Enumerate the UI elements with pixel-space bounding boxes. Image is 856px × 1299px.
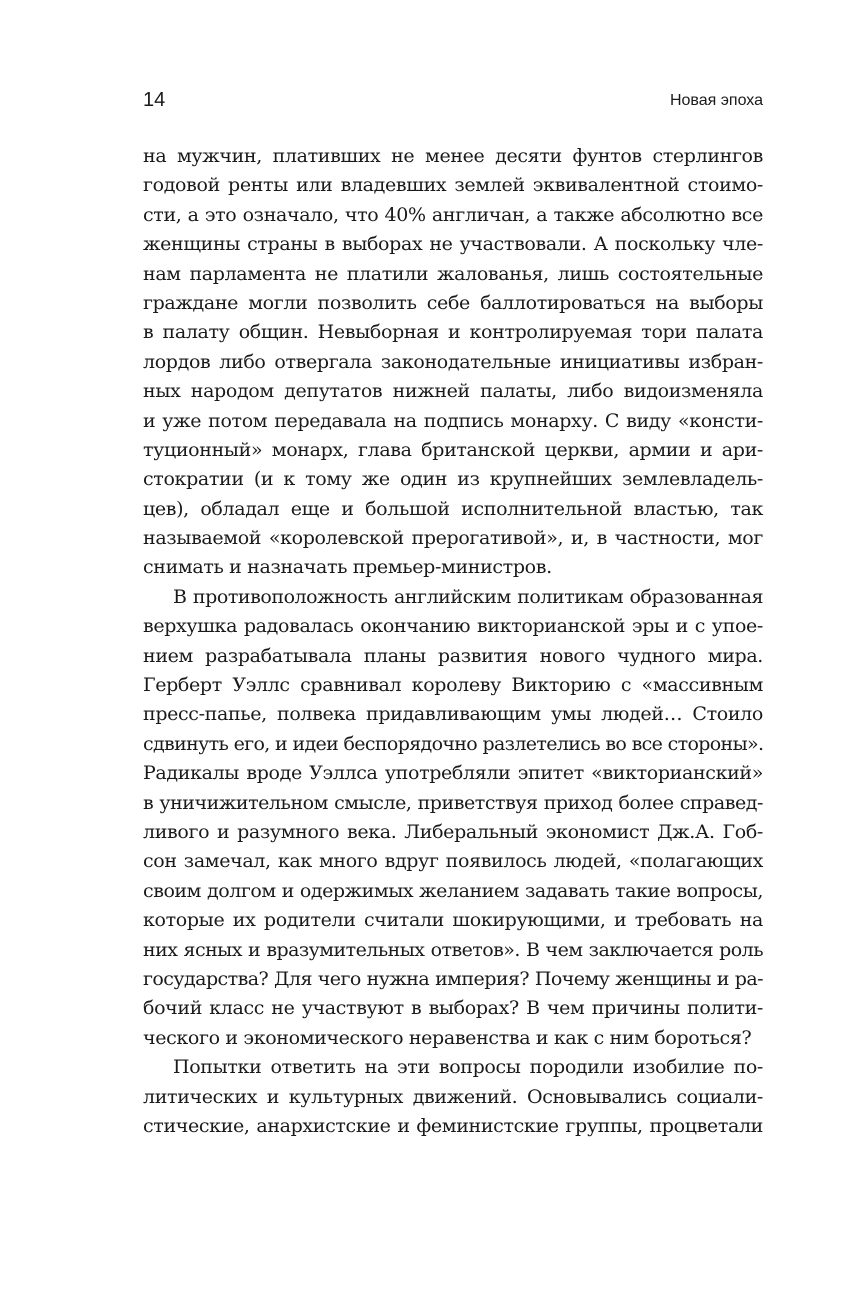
text-line: и уже потом передавала на подпись монарху. С виду «консти-: [143, 409, 763, 432]
text-line: Попытки ответить на эти вопросы породили изобилие по-: [173, 1056, 763, 1079]
text-line: стократии (и к тому же один из крупнейших землевладель-: [143, 468, 763, 491]
body-text: [143, 142, 763, 1141]
text-line: граждане могли позволить себе баллотироваться на выборы: [143, 291, 763, 314]
text-line: которые их родители считали шокирующими, и требовать на: [143, 909, 763, 932]
text-line: них ясных и вразумительных ответов». В чем заключается роль: [143, 938, 763, 961]
page-header: [143, 86, 763, 114]
text-line: цев), обладал еще и большой исполнительной властью, так: [143, 497, 763, 520]
text-line: туционный» монарх, глава британской церкви, армии и ари-: [143, 438, 763, 461]
page-number: 14: [143, 89, 166, 111]
text-line: сти, а это означало, что 40% англичан, а также абсолютно все: [143, 203, 763, 226]
text-line: литических и культурных движений. Основывались социали-: [143, 1085, 763, 1108]
text-line: государства? Для чего нужна империя? Почему женщины и ра-: [143, 967, 763, 990]
text-line: ных народом депутатов нижней палаты, либо видоизменяла: [143, 380, 763, 403]
text-line: женщины страны в выборах не участвовали. А поскольку чле-: [143, 233, 763, 256]
text-line: в уничижительном смысле, приветствуя приход более справед-: [143, 791, 763, 814]
text-line: Радикалы вроде Уэллса употребляли эпитет «викторианский»: [143, 762, 763, 785]
text-line: на мужчин, плативших не менее десяти фунтов стерлингов: [143, 145, 763, 167]
text-line: сон замечал, как много вдруг появилось людей, «полагающих: [143, 850, 763, 873]
text-line: своим долгом и одержимых желанием задавать такие вопросы,: [143, 879, 763, 902]
text-line: стические, анархистские и феминистские группы, процветали: [143, 1114, 763, 1137]
text-line: нам парламента не платили жалованья, лишь состоятельные: [143, 262, 763, 285]
running-title: Новая эпоха: [669, 92, 763, 109]
text-line: верхушка радовалась окончанию викторианской эры и с упое-: [143, 615, 763, 638]
text-line: бочий класс не участвуют в выборах? В чем причины полити-: [143, 997, 763, 1020]
text-line: называемой «королевской прерогативой», и, в частности, мог: [143, 527, 763, 550]
text-line: сдвинуть его, и идеи беспорядочно разлетелись во все стороны».: [143, 732, 764, 755]
text-line: снимать и назначать премьер-министров.: [143, 556, 552, 579]
text-line: В противоположность английским политикам образованная: [173, 585, 763, 608]
text-line: ческого и экономического неравенства и как с ним бороться?: [143, 1026, 752, 1049]
text-line: лордов либо отвергала законодательные инициативы избран-: [143, 350, 763, 373]
text-line: нием разрабатывала планы развития нового чудного мира.: [143, 644, 763, 667]
text-line: ливого и разумного века. Либеральный экономист Дж.А. Гоб-: [143, 820, 763, 843]
text-line: Герберт Уэллс сравнивал королеву Викторию с «массивным: [143, 674, 763, 697]
text-line: в палату общин. Невыборная и контролируемая тори палата: [143, 321, 763, 344]
text-line: годовой ренты или владевших землей эквивалентной стоимо-: [143, 174, 763, 197]
text-line: пресс-папье, полвека придавливающим умы людей… Стоило: [143, 703, 763, 726]
